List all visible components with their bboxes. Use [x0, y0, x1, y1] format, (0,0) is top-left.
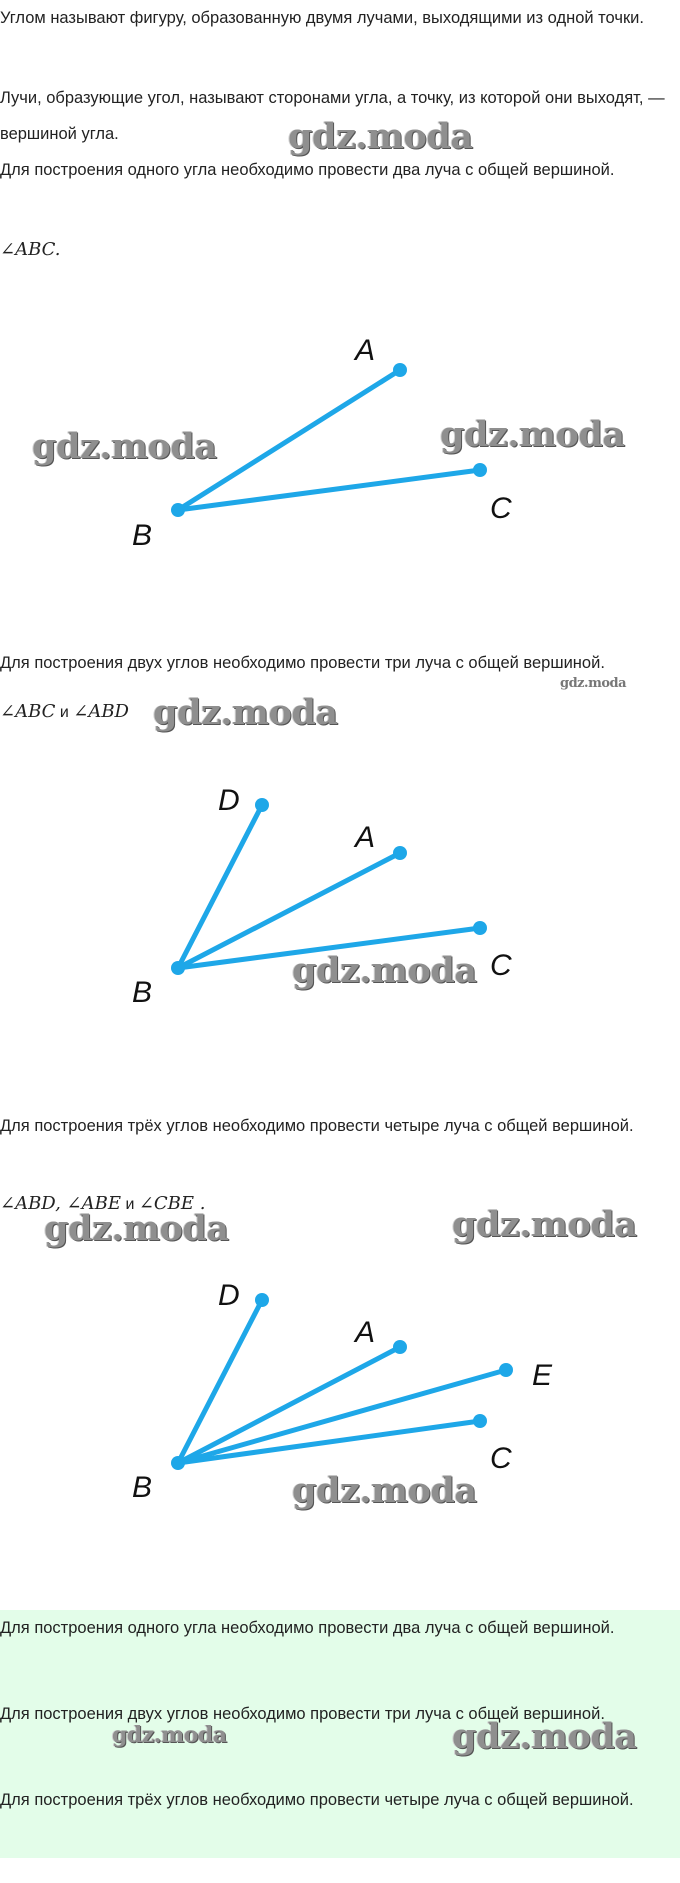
label-C: C	[490, 949, 512, 982]
label-C: C	[490, 492, 512, 525]
watermark: gdz.moda	[112, 1722, 227, 1748]
point-C	[473, 463, 487, 477]
point-A	[393, 363, 407, 377]
watermark: gdz.moda	[292, 1470, 477, 1511]
point-B	[171, 961, 185, 975]
watermark: gdz.moda	[153, 692, 338, 733]
angle-CBE: ∠CBE .	[138, 1193, 206, 1214]
point-A	[393, 846, 407, 860]
conjunction: и	[121, 1196, 139, 1213]
angle-ABC: ∠ABC	[0, 701, 56, 722]
ray-BE	[178, 1370, 506, 1463]
conjunction: и	[55, 704, 74, 721]
point-B	[171, 503, 185, 517]
label-B: B	[132, 519, 153, 552]
section2-text: Для построения двух углов необходимо провести три луча с общей вершиной.	[0, 654, 605, 672]
section1-angle-notation: ∠ABC.	[0, 239, 61, 260]
sides-vertex-paragraph: Лучи, образующие угол, называют сторонами угла, а точку, из которой они выходят, — вершиной угла.	[0, 89, 665, 143]
label-B: B	[132, 976, 153, 1009]
ray-BC	[178, 470, 480, 510]
point-B	[171, 1456, 185, 1470]
point-A	[393, 1340, 407, 1354]
point-C	[473, 1414, 487, 1428]
section3-text: Для построения трёх углов необходимо провести четыре луча с общей вершиной.	[0, 1117, 634, 1135]
watermark: gdz.moda	[452, 1204, 637, 1245]
label-E: E	[532, 1359, 553, 1392]
angles-ABD-ABE: ∠ABD, ∠ABE	[0, 1193, 121, 1214]
two-angles-diagram	[0, 770, 680, 1030]
label-B: B	[132, 1471, 153, 1504]
angle-ABD: ∠ABD	[73, 701, 129, 722]
label-D: D	[218, 1279, 240, 1312]
point-D	[255, 798, 269, 812]
label-A: A	[355, 334, 376, 367]
point-E	[499, 1363, 513, 1377]
summary-two-angles: Для построения двух углов необходимо провести три луча с общей вершиной.	[0, 1705, 605, 1723]
section2-angle-notation	[0, 700, 129, 725]
point-C	[473, 921, 487, 935]
watermark: gdz.moda	[292, 950, 477, 991]
summary-one-angle: Для построения одного угла необходимо провести два луча с общей вершиной.	[0, 1619, 615, 1637]
point-D	[255, 1293, 269, 1307]
watermark: gdz.moda	[32, 426, 217, 467]
definition-paragraph: Углом называют фигуру, образованную двумя лучами, выходящими из одной точки.	[0, 9, 644, 27]
watermark: gdz.moda	[440, 414, 625, 455]
watermark: gdz.moda	[452, 1716, 637, 1757]
label-A: A	[355, 821, 376, 854]
watermark: gdz.moda	[288, 116, 473, 157]
section1-text: Для построения одного угла необходимо провести два луча с общей вершиной.	[0, 161, 615, 179]
watermark: gdz.moda	[44, 1208, 229, 1249]
watermark: gdz.moda	[560, 676, 627, 691]
label-D: D	[218, 784, 240, 817]
summary-three-angles: Для построения трёх углов необходимо провести четыре луча с общей вершиной.	[0, 1791, 634, 1809]
label-A: A	[355, 1316, 376, 1349]
label-C: C	[490, 1442, 512, 1475]
